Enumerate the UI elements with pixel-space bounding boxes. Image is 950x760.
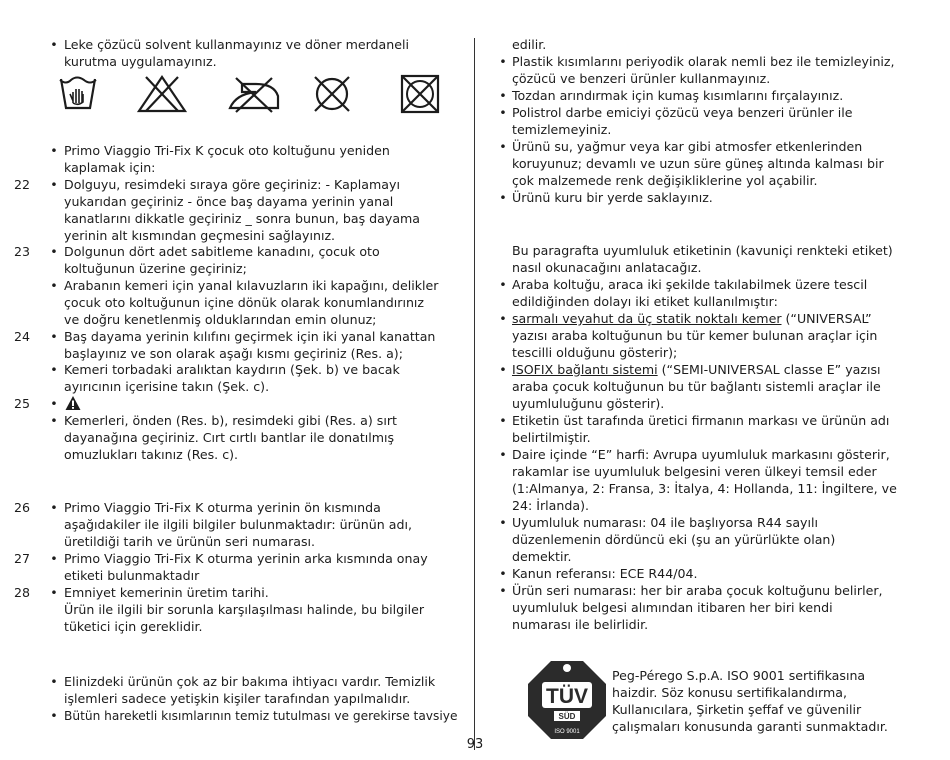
no-bleach-icon: [136, 74, 188, 114]
no-iron-icon: [226, 74, 282, 114]
page-number: 93: [466, 737, 484, 752]
column-divider: [474, 38, 475, 750]
tuv-octagon-icon: [527, 660, 607, 740]
warning-icon: [65, 395, 81, 411]
hand-wash-icon: [58, 74, 98, 114]
tuv-sud-logo: [527, 660, 607, 740]
no-tumble-dry-icon: [398, 74, 442, 114]
logo-iso: ISO 9001: [554, 729, 580, 735]
no-dry-clean-icon: [310, 74, 354, 114]
care-symbols: [58, 74, 448, 118]
logo-brand: TÜV: [546, 685, 588, 708]
logo-sub: SÜD: [558, 712, 576, 721]
